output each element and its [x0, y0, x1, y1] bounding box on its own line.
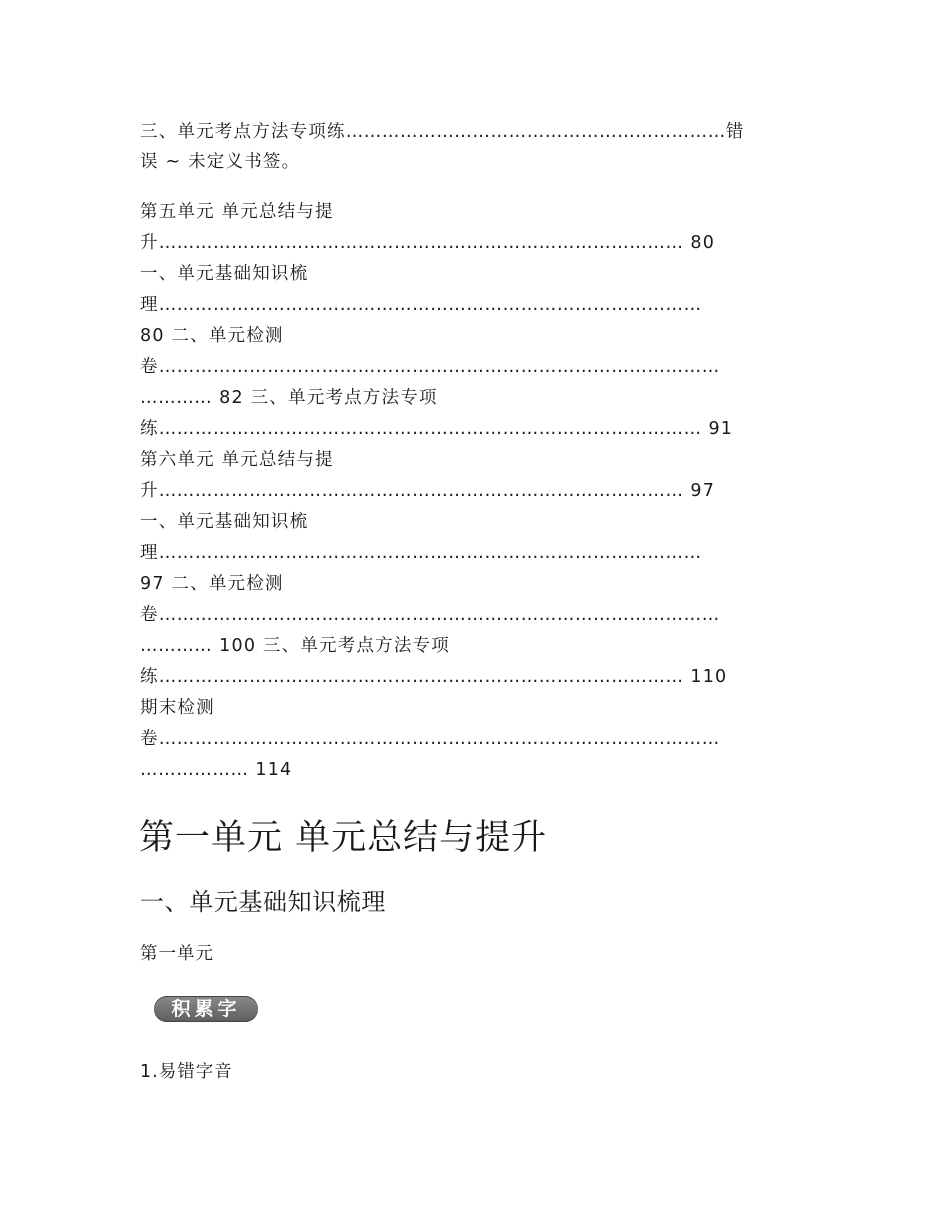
- unit-title: 第一单元 单元总结与提升: [139, 818, 548, 858]
- toc-line: ………… 100 三、单元考点方法专项: [140, 636, 450, 656]
- toc-line: 期末检测: [140, 698, 215, 718]
- section-title: 一、单元基础知识梳理: [140, 888, 386, 916]
- toc-line: 97 二、单元检测: [140, 574, 284, 594]
- item-label: 1.易错字音: [140, 1062, 233, 1082]
- toc-line: 误 ~ 未定义书签。: [140, 152, 301, 172]
- toc-line: 理………………………………………………………………………………: [140, 543, 702, 563]
- toc-line: 卷…………………………………………………………………………………: [140, 605, 720, 625]
- toc-line: 卷…………………………………………………………………………………: [140, 729, 720, 749]
- toc-line: 三、单元考点方法专项练………………………………………………………错: [140, 122, 745, 142]
- toc-line: 80 二、单元检测: [140, 326, 284, 346]
- toc-line: 练…………………………………………………………………………… 110: [140, 667, 728, 687]
- toc-line: 卷…………………………………………………………………………………: [140, 357, 720, 377]
- toc-line: 升…………………………………………………………………………… 80: [140, 233, 716, 253]
- toc-line: ……………… 114: [140, 760, 293, 780]
- toc-line: 第五单元 单元总结与提: [140, 202, 334, 222]
- toc-line: 升…………………………………………………………………………… 97: [140, 481, 716, 501]
- unit-label: 第一单元: [140, 944, 214, 964]
- toc-line: 理………………………………………………………………………………: [140, 295, 702, 315]
- toc-line: 练……………………………………………………………………………… 91: [140, 419, 734, 439]
- toc-line: ………… 82 三、单元考点方法专项: [140, 388, 438, 408]
- toc-line: 一、单元基础知识梳: [140, 264, 309, 284]
- toc-line: 一、单元基础知识梳: [140, 512, 309, 532]
- toc-line: 第六单元 单元总结与提: [140, 450, 334, 470]
- accumulate-words-badge: 积累字: [154, 996, 258, 1022]
